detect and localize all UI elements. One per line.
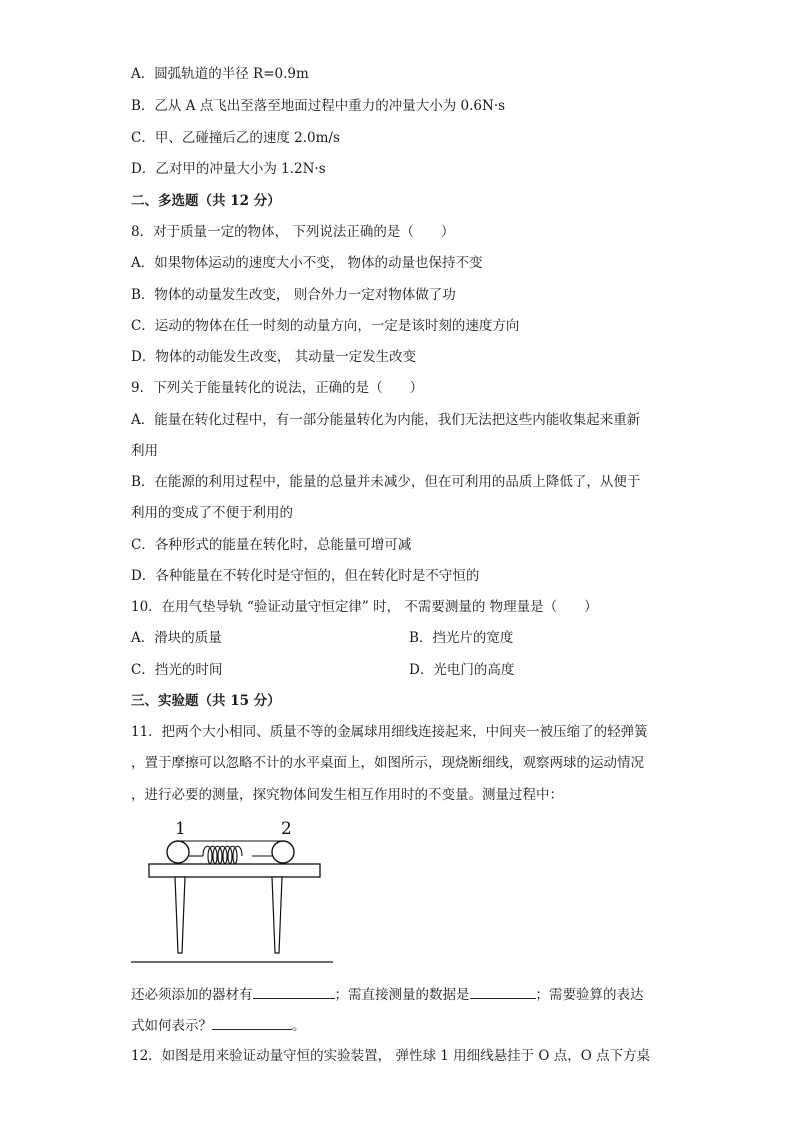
table-top [149, 864, 320, 877]
q11-ans-part2: ；需直接测量的数据是 [334, 987, 470, 1003]
q8-option-c: C．运动的物体在任一时刻的动量方向，一定是该时刻的速度方向 [131, 318, 520, 334]
q11-ans-line2: 式如何表示？ [131, 1018, 212, 1034]
q9-option-c: C．各种形式的能量在转化时，总能量可增可减 [131, 537, 412, 553]
q9-option-d: D．各种能量在不转化时是守恒的，但在转化时是不守恒的 [131, 568, 480, 584]
spring-balls-table-figure [131, 812, 341, 970]
q11-ans-end: 。 [292, 1018, 306, 1034]
table-leg-right [272, 877, 282, 953]
compressed-spring [189, 846, 272, 863]
q11-ans-part3: ；需要验算的表达 [535, 987, 644, 1003]
q8-stem: 8．对于质量一定的物体， 下列说法正确的是（ ） [131, 224, 455, 240]
q12-line1: 12．如图是用来验证动量守恒的实验装置， 弹性球 1 用细线悬挂于 O 点，O 点下方桌 [131, 1048, 651, 1064]
ball-2-label: 2 [281, 819, 292, 839]
measured-data-blank[interactable] [470, 984, 536, 999]
expression-blank[interactable] [212, 1015, 292, 1030]
q7-option-c: C．甲、乙碰撞后乙的速度 2.0m/s [131, 130, 340, 146]
q10-stem: 10．在用气垫导轨 “验证动量守恒定律” 时， 不需要测量的 物理量是（ ） [131, 599, 598, 615]
q9-option-b-line2: 利用的变成了不便于利用的 [131, 505, 293, 521]
q10-option-c: C．挡光的时间 [131, 662, 223, 678]
q11-answer-line1 [131, 984, 644, 1004]
q10-option-b: B．挡光片的宽度 [409, 630, 514, 646]
q11-line3: ，进行必要的测量，探究物体间发生相互作用时的不变量。测量过程中： [131, 787, 563, 803]
ball-1-label: 1 [175, 819, 186, 839]
ball-1 [167, 841, 189, 863]
q10-option-a: A．滑块的质量 [131, 630, 222, 646]
section3-title: 三、实验题（共 15 分） [131, 693, 281, 709]
q9-stem: 9．下列关于能量转化的说法，正确的是（ ） [131, 380, 424, 396]
q11-answer-line2 [131, 1015, 306, 1035]
q9-option-a-line2: 利用 [131, 443, 158, 459]
q8-option-a: A．如果物体运动的速度大小不变， 物体的动量也保持不变 [131, 255, 483, 271]
table-leg-left [175, 877, 185, 953]
section2-title: 二、多选题（共 12 分） [131, 193, 281, 209]
q8-option-b: B．物体的动量发生改变， 则合外力一定对物体做了功 [131, 287, 456, 303]
q11-line1: 11．把两个大小相同、质量不等的金属球用细线连接起来，中间夹一被压缩了的轻弹簧 [131, 724, 648, 740]
q11-ans-part1: 还必须添加的器材有 [131, 987, 253, 1003]
q7-option-d: D．乙对甲的冲量大小为 1.2N·s [131, 161, 326, 177]
q10-option-d: D．光电门的高度 [409, 662, 515, 678]
q7-option-a: A．圆弧轨道的半径 R=0.9m [131, 66, 309, 82]
ball-2 [272, 841, 294, 863]
q7-option-b: B．乙从 A 点飞出至落至地面过程中重力的冲量大小为 0.6N·s [131, 98, 506, 114]
q11-line2: ，置于摩擦可以忽略不计的水平桌面上，如图所示，现烧断细线，观察两球的运动情况 [131, 755, 644, 771]
equipment-blank[interactable] [253, 984, 335, 999]
q8-option-d: D．物体的动能发生改变， 其动量一定发生改变 [131, 349, 417, 365]
q9-option-b-line1: B．在能源的利用过程中，能量的总量并未减少，但在可利用的品质上降低了，从便于 [131, 474, 641, 490]
q9-option-a-line1: A．能量在转化过程中，有一部分能量转化为内能，我们无法把这些内能收集起来重新 [131, 412, 641, 428]
